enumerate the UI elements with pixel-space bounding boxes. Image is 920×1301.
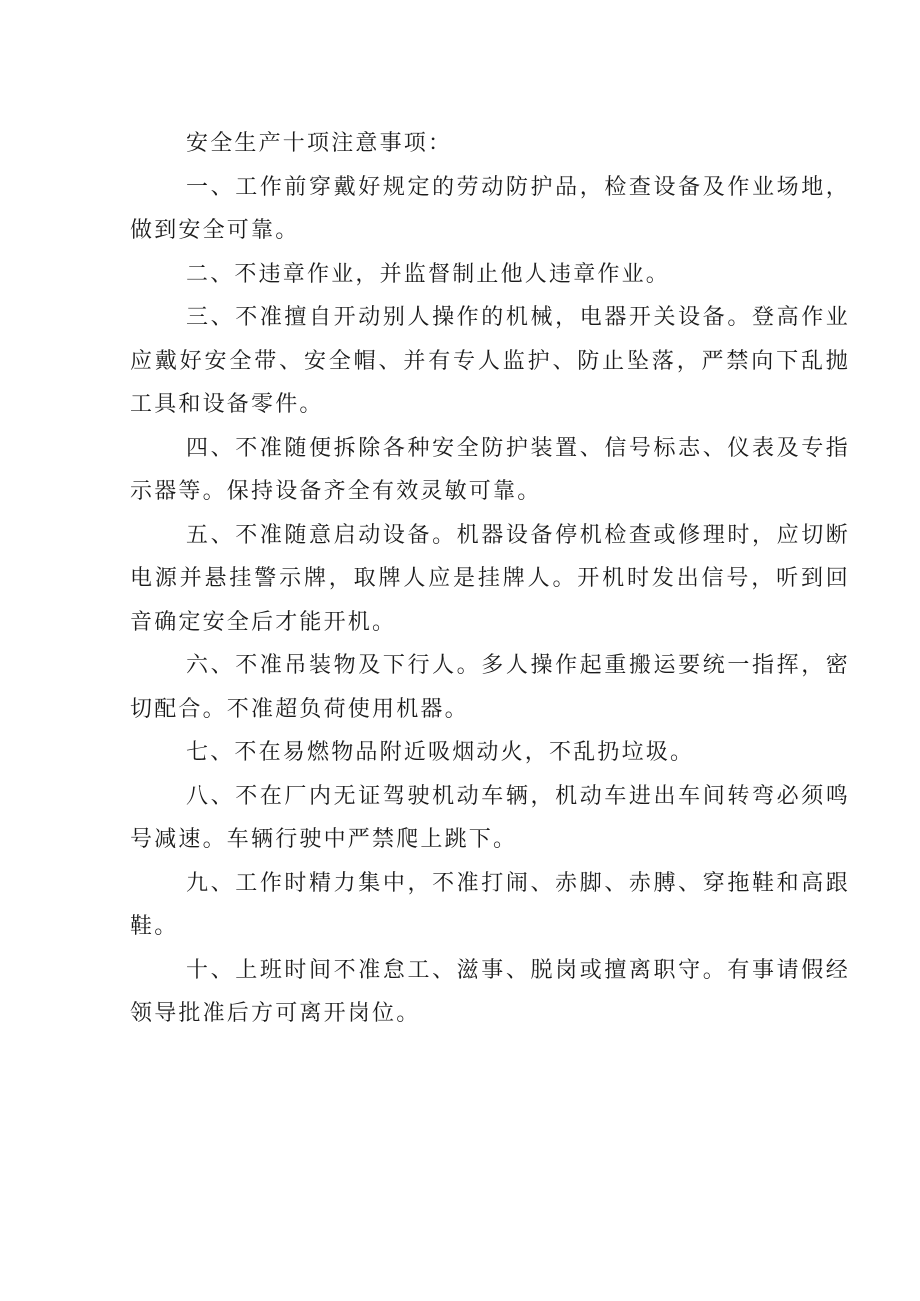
- document-heading: 安全生产十项注意事项：: [186, 131, 453, 156]
- rule-item-5: 五、不准随意启动设备。机器设备停机检查或修理时，应切断电源并悬挂警示牌，取牌人应是挂牌人。开机时发出信号，听到回音确定安全后才能开机。: [130, 522, 850, 635]
- rule-item-4: 四、不准随便拆除各种安全防护装置、信号标志、仪表及专指示器等。保持设备齐全有效灵敏可靠。: [130, 435, 850, 504]
- rule-item-8: 八、不在厂内无证驾驶机动车辆，机动车进出车间转弯必须鸣号减速。车辆行驶中严禁爬上跳下。: [130, 783, 850, 852]
- rule-item-10: 十、上班时间不准怠工、滋事、脱岗或擅离职守。有事请假经领导批准后方可离开岗位。: [130, 957, 850, 1026]
- rule-item-1: 一、工作前穿戴好规定的劳动防护品，检查设备及作业场地，做到安全可靠。: [130, 174, 850, 243]
- rule-item-7: 七、不在易燃物品附近吸烟动火，不乱扔垃圾。: [186, 740, 695, 765]
- rule-item-9: 九、工作时精力集中，不准打闹、赤脚、赤膊、穿拖鞋和高跟鞋。: [130, 870, 850, 939]
- rule-item-2: 二、不违章作业，并监督制止他人违章作业。: [186, 261, 671, 287]
- rule-item-3: 三、不准擅自开动别人操作的机械，电器开关设备。登高作业应戴好安全带、安全帽、并有专人监护、防止坠落，严禁向下乱抛工具和设备零件。: [130, 305, 850, 417]
- rule-item-6: 六、不准吊装物及下行人。多人操作起重搬运要统一指挥，密切配合。不准超负荷使用机器。: [130, 653, 850, 722]
- document-body: [130, 122, 850, 1036]
